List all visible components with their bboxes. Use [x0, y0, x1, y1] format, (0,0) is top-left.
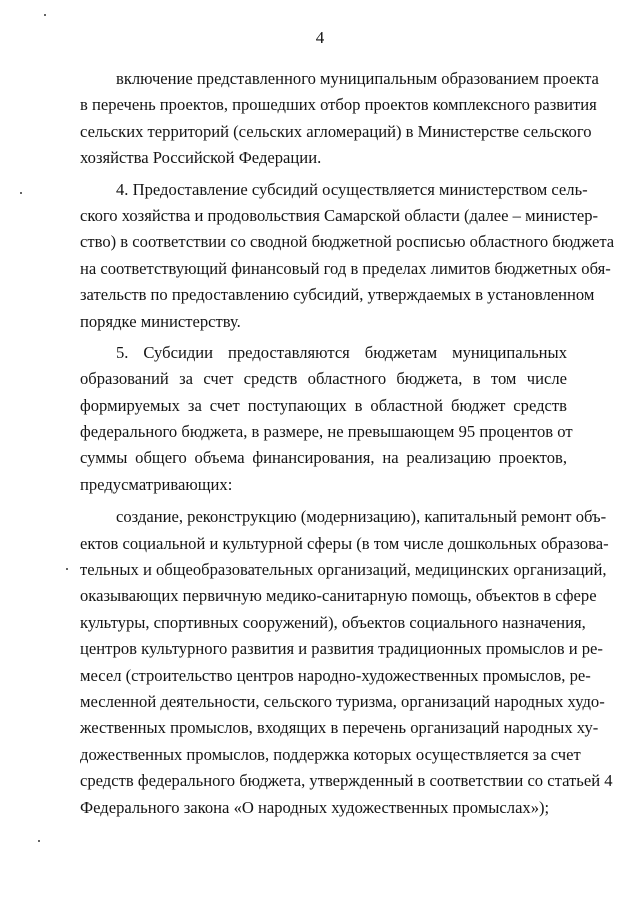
paragraph-item-4	[80, 177, 615, 335]
text-line: зательств по предоставлению субсидий, утверждаемых в установленном	[80, 285, 595, 305]
text-line: ство) в соответствии со сводной бюджетной росписью областного бюджета	[80, 232, 615, 252]
scan-speck	[66, 568, 68, 570]
text-line: 5. Субсидии предоставляются бюджетам муниципальных	[116, 342, 567, 362]
paragraph-project-inclusion	[80, 66, 599, 172]
text-line: в перечень проектов, прошедших отбор проектов комплексного развития	[80, 95, 597, 115]
text-line: предусматривающих:	[80, 474, 233, 494]
text-line: месел (строительство центров народно-художественных промыслов, ре-	[80, 665, 591, 685]
scan-speck	[20, 192, 22, 194]
text-line: тельных и общеобразовательных организаций, медицинских организаций,	[80, 560, 607, 580]
text-line: жественных промыслов, входящих в перечень организаций народных ху-	[80, 718, 599, 738]
text-line: сельских территорий (сельских агломераций) в Министерстве сельского	[80, 121, 592, 141]
paragraph-construction	[80, 504, 613, 821]
text-line: образований за счет средств областного бюджета, в том числе	[80, 369, 567, 389]
text-line: центров культурного развития и развития традиционных промыслов и ре-	[80, 639, 603, 659]
text-line: дожественных промыслов, поддержка которых осуществляется за счет	[80, 744, 581, 764]
scan-speck	[44, 14, 46, 16]
text-line: 4. Предоставление субсидий осуществляется министерством сель-	[116, 179, 588, 199]
document-body	[80, 66, 615, 826]
text-line: формируемых за счет поступающих в областной бюджет средств	[80, 395, 567, 415]
text-line: федерального бюджета, в размере, не превышающем 95 процентов от	[80, 422, 573, 442]
scan-speck	[38, 840, 40, 842]
text-line: культуры, спортивных сооружений), объектов социального назначения,	[80, 612, 586, 632]
text-line: создание, реконструкцию (модернизацию), капитальный ремонт объ-	[116, 507, 607, 527]
text-line: средств федерального бюджета, утвержденный в соответствии со статьей 4	[80, 771, 613, 791]
text-line: оказывающих первичную медико-санитарную помощь, объектов в сфере	[80, 586, 597, 606]
text-line: включение представленного муниципальным образованием проекта	[116, 69, 599, 88]
page-number: 4	[315, 28, 325, 47]
text-line: порядке министерству.	[80, 311, 241, 331]
text-line: месленной деятельности, сельского туризма, организаций народных худо-	[80, 691, 605, 711]
text-line: ектов социальной и культурной сферы (в том числе дошкольных образова-	[80, 533, 609, 553]
text-line: ского хозяйства и продовольствия Самарской области (далее – министер-	[80, 205, 599, 225]
text-line: на соответствующий финансовый год в пределах лимитов бюджетных обя-	[80, 258, 611, 278]
text-line: суммы общего объема финансирования, на реализацию проектов,	[80, 448, 567, 468]
text-line: хозяйства Российской Федерации.	[80, 148, 322, 168]
text-line: Федерального закона «О народных художественных промыслах»);	[80, 797, 550, 817]
paragraph-item-5	[80, 340, 573, 498]
